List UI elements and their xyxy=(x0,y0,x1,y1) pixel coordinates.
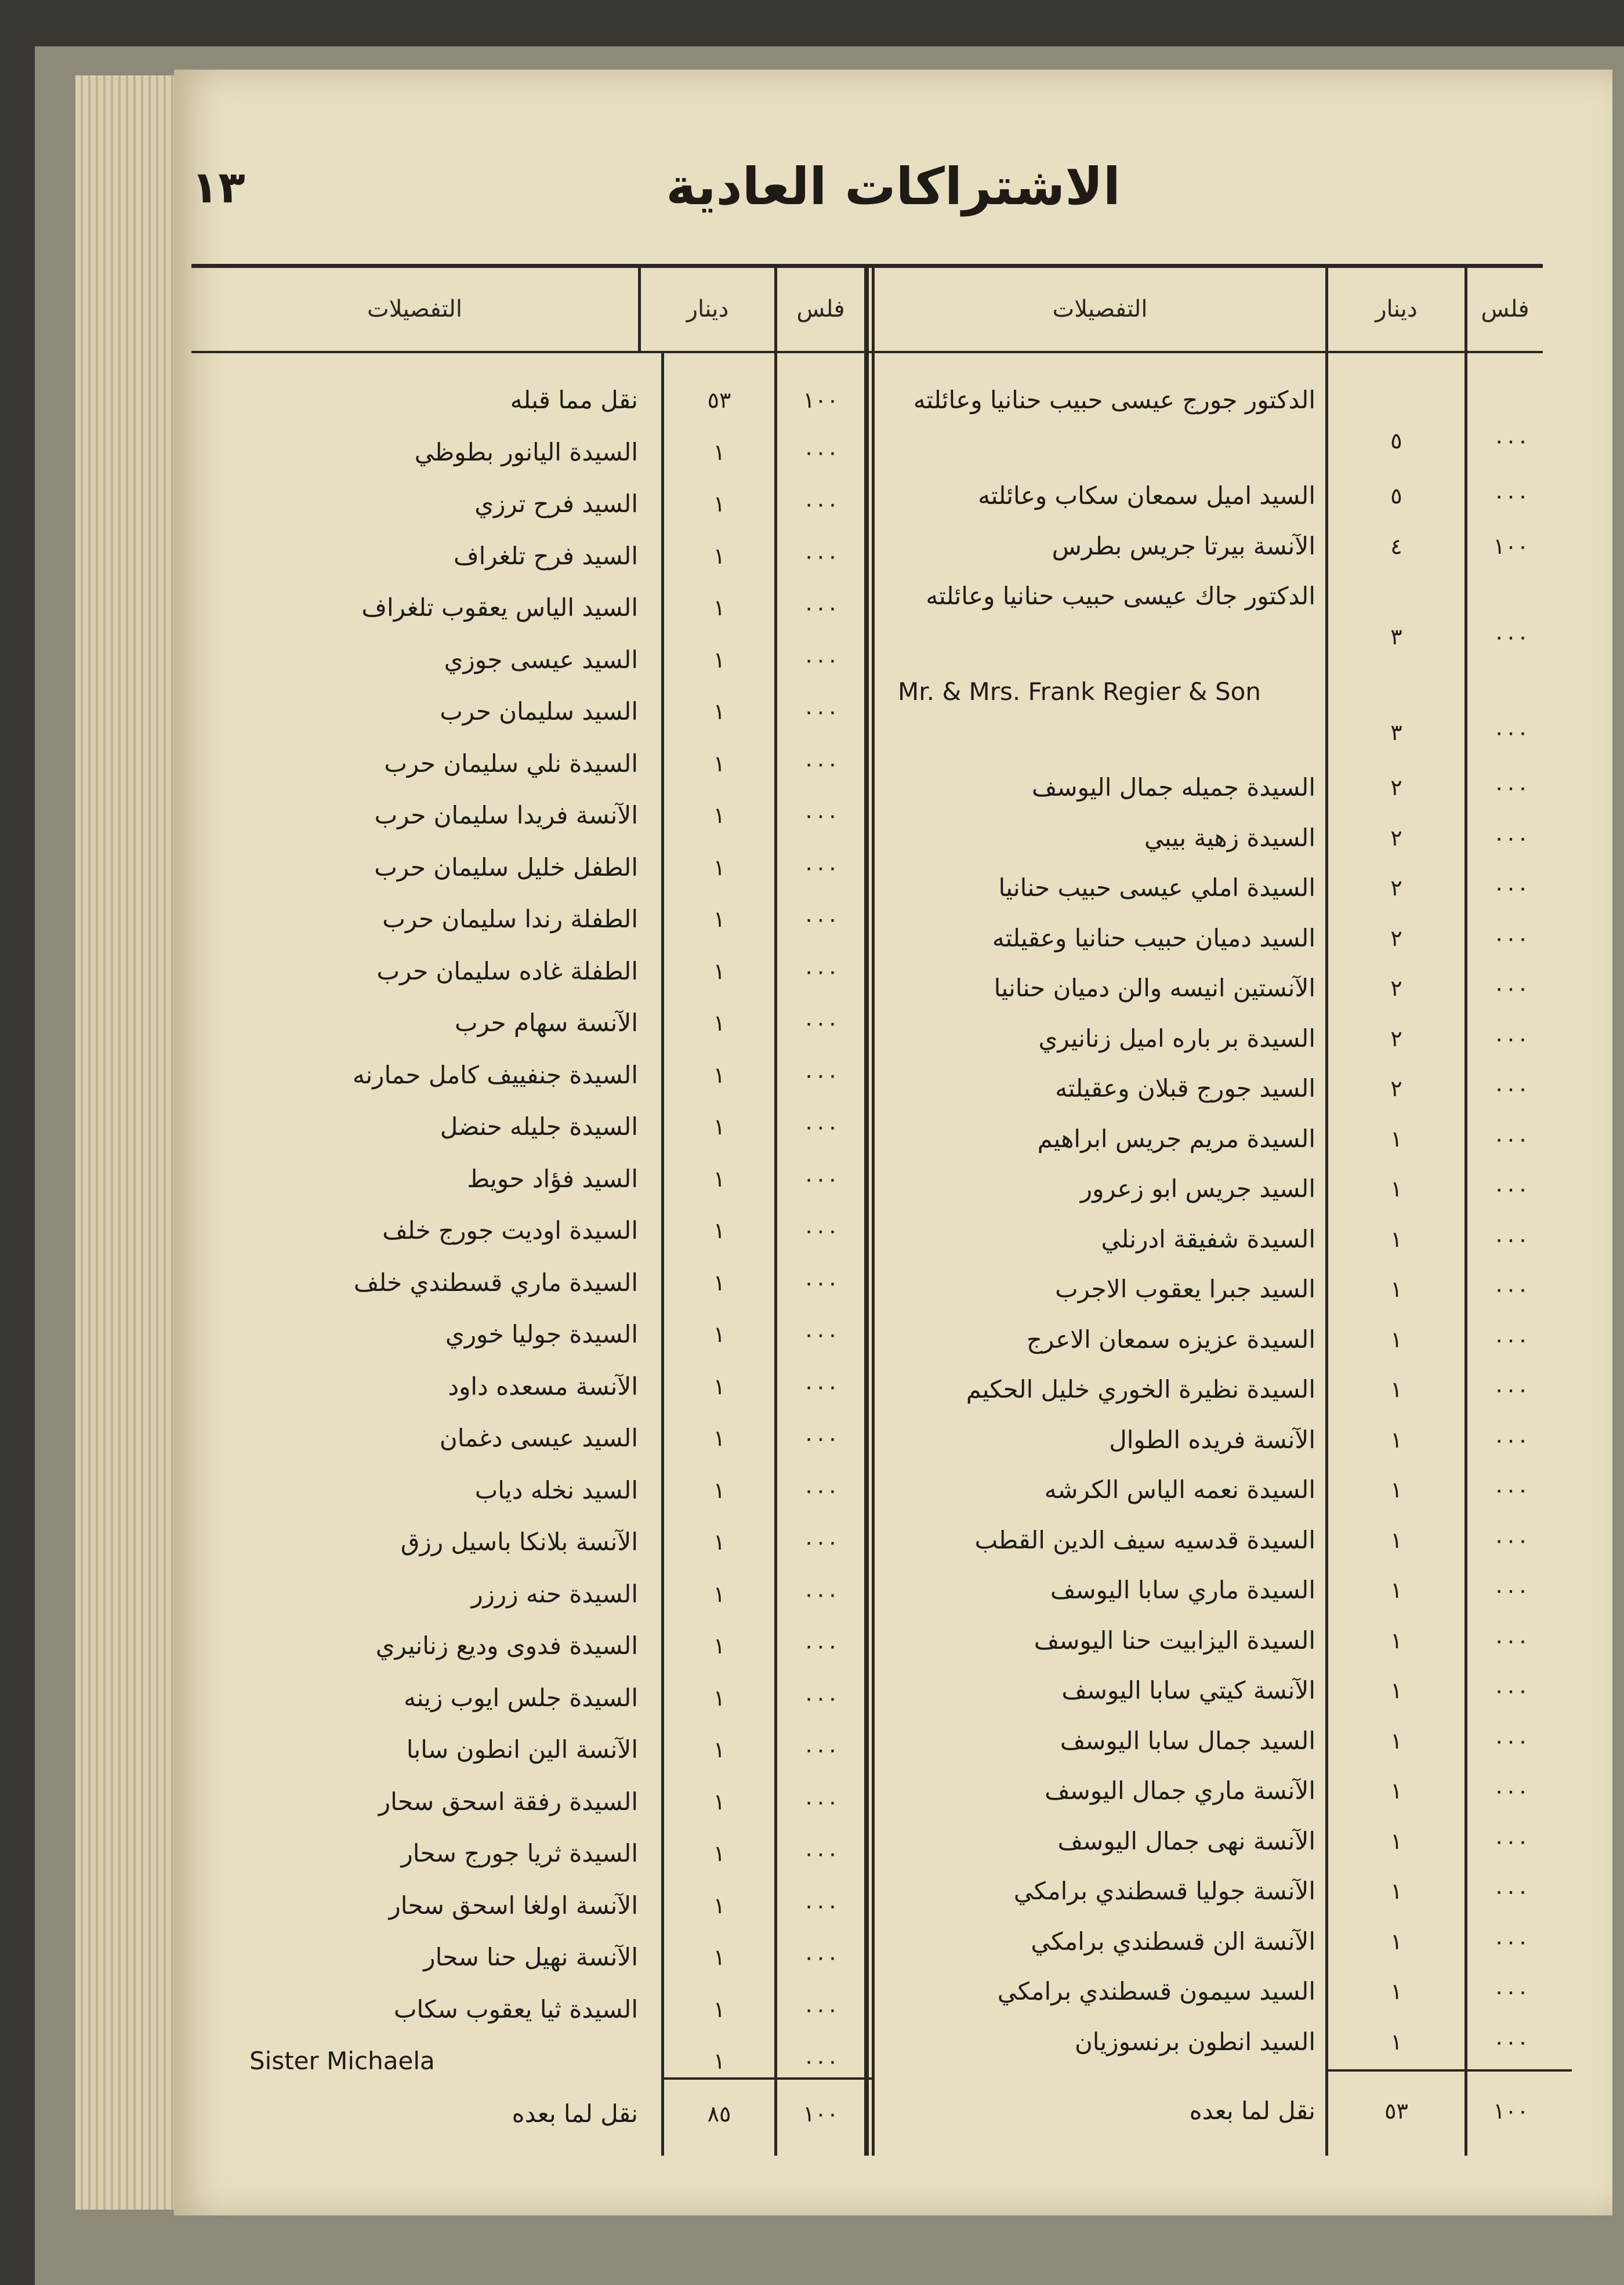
left-entry-dinar: ١ xyxy=(713,1166,726,1192)
right-entry-dinar: ٣ xyxy=(1390,624,1402,650)
left-entry-row xyxy=(232,1311,864,1358)
left-entry-name: الآنسة الين انطون سابا xyxy=(406,1735,638,1764)
left-entry-fils: ٠٠٠ xyxy=(803,1270,839,1296)
left-entry-row xyxy=(232,377,864,423)
left-entry-row xyxy=(232,1104,864,1150)
left-entry-row xyxy=(232,1000,864,1046)
left-entry-dinar: ١ xyxy=(713,595,726,621)
left-total-row xyxy=(232,2091,870,2137)
right-entry-fils: ٠٠٠ xyxy=(1493,1477,1529,1503)
left-entry-name: السيدة ثريا جورج سحار xyxy=(401,1839,638,1867)
right-header-fils: فلس xyxy=(1481,296,1529,322)
left-entry-row xyxy=(232,585,864,631)
left-entry-row xyxy=(232,533,864,579)
right-entry-dinar: ١ xyxy=(1390,1778,1402,1804)
left-entry-fils: ٠٠٠ xyxy=(803,1166,839,1192)
left-entry-fils: ٠٠٠ xyxy=(803,1322,839,1347)
right-entry-fils: ٠٠٠ xyxy=(1493,1778,1529,1804)
right-entry-dinar: ٥ xyxy=(1390,428,1402,454)
right-entry-row xyxy=(875,1065,1554,1112)
right-total-label: نقل لما بعده xyxy=(1189,2097,1315,2125)
left-entry-fils: ٠٠٠ xyxy=(803,1426,839,1451)
right-entry-fils: ٠٠٠ xyxy=(1493,1728,1529,1754)
left-entry-row xyxy=(232,2038,864,2084)
right-entry-row xyxy=(875,669,1554,756)
left-entry-name: الآنسة فريدا سليمان حرب xyxy=(374,801,638,829)
right-entry-row xyxy=(875,1667,1554,1714)
right-entry-name: السيد جريس ابو زعرور xyxy=(1080,1174,1315,1203)
left-entry-fils: ٠٠٠ xyxy=(803,1685,839,1711)
left-entry-fils: ٠٠٠ xyxy=(803,647,839,673)
right-entry-fils: ٠٠٠ xyxy=(1493,875,1529,901)
left-entry-dinar: ١ xyxy=(713,543,726,569)
left-entry-name: السيد سليمان حرب xyxy=(440,697,638,726)
left-entry-row xyxy=(232,1779,864,1825)
right-entry-dinar: ١ xyxy=(1390,1878,1402,1904)
left-entry-name: الطفلة رندا سليمان حرب xyxy=(382,905,638,933)
left-total-label: نقل لما بعده xyxy=(512,2099,638,2128)
left-entry-dinar: ١ xyxy=(713,491,726,517)
right-entry-name: السيدة نظيرة الخوري خليل الحكيم xyxy=(966,1375,1315,1403)
left-entry-row xyxy=(232,1934,864,1981)
right-entry-row xyxy=(875,1768,1554,1814)
right-entry-row xyxy=(875,1818,1554,1865)
right-entry-dinar: ١ xyxy=(1390,1527,1402,1553)
left-total-dinar: ٨٥ xyxy=(707,2101,731,2127)
left-entry-name: السيدة فدوى وديع زنانيري xyxy=(375,1631,638,1660)
left-entry-dinar: ٥٣ xyxy=(707,387,731,413)
left-entry-fils: ٠٠٠ xyxy=(803,595,839,621)
left-entry-dinar: ١ xyxy=(713,1426,726,1451)
left-entry-dinar: ١ xyxy=(713,1270,726,1296)
left-entry-dinar: ١ xyxy=(713,1062,726,1088)
left-header-dinar: دينار xyxy=(686,296,729,322)
left-total-fils: ١٠٠ xyxy=(803,2101,839,2127)
right-entry-name: الآنسة جوليا قسطندي برامكي xyxy=(1013,1877,1315,1905)
left-entry-dinar: ١ xyxy=(713,1218,726,1243)
right-entry-fils: ٠٠٠ xyxy=(1493,1678,1529,1703)
left-entry-dinar: ١ xyxy=(713,750,726,777)
left-entry-row xyxy=(232,1156,864,1202)
right-entry-name: السيدة قدسيه سيف الدين القطب xyxy=(974,1525,1315,1554)
left-entry-row xyxy=(232,896,864,942)
left-entry-dinar: ١ xyxy=(713,1010,726,1036)
right-entry-fils: ٠٠٠ xyxy=(1493,1828,1529,1854)
left-entry-name: السيد فرح ترزي xyxy=(474,489,638,518)
right-entry-name: السيد انطون برنسوزيان xyxy=(1074,2027,1315,2056)
left-entry-fils: ٠٠٠ xyxy=(803,1373,839,1399)
left-entry-name: السيدة رفقة اسحق سحار xyxy=(378,1787,638,1816)
right-total-row xyxy=(875,2088,1571,2134)
right-entry-row xyxy=(875,965,1554,1011)
right-entry-dinar: ٢ xyxy=(1390,975,1402,1001)
right-entry-dinar: ٢ xyxy=(1390,1025,1402,1051)
left-entry-name: السيدة اليانور بطوظي xyxy=(414,437,638,466)
right-entry-row xyxy=(875,1718,1554,1764)
right-entry-name: الآنستين انيسه والن دميان حنانيا xyxy=(994,974,1315,1002)
right-entry-fils: ٠٠٠ xyxy=(1493,1527,1529,1553)
right-entry-row xyxy=(875,915,1554,962)
right-entry-row xyxy=(875,2019,1554,2065)
right-entry-dinar: ١ xyxy=(1390,1627,1402,1653)
right-entry-fils: ٠٠٠ xyxy=(1493,624,1529,650)
page-title: الاشتراكات العادية xyxy=(666,157,1121,216)
right-entry-row xyxy=(875,1266,1554,1312)
left-entry-row xyxy=(232,429,864,476)
left-entry-row xyxy=(232,792,864,839)
left-entry-row xyxy=(232,1207,864,1254)
right-entry-row xyxy=(875,1868,1554,1914)
right-total-fils: ١٠٠ xyxy=(1493,2098,1529,2124)
right-entry-dinar: ٢ xyxy=(1390,875,1402,901)
right-entry-dinar: ١ xyxy=(1390,1276,1402,1302)
right-entry-fils: ٠٠٠ xyxy=(1493,1928,1529,1954)
left-entry-name: الطفل خليل سليمان حرب xyxy=(374,853,638,882)
left-entry-row xyxy=(232,637,864,683)
right-entry-fils: ٠٠٠ xyxy=(1493,825,1529,851)
right-entry-dinar: ٥ xyxy=(1390,483,1402,509)
right-entry-fils: ٠٠٠ xyxy=(1493,775,1529,800)
left-entry-dinar: ١ xyxy=(713,854,726,880)
left-entry-name: الطفلة غاده سليمان حرب xyxy=(376,956,638,985)
right-entry-name: السيدة جميله جمال اليوسف xyxy=(1031,773,1315,801)
right-total-rule xyxy=(1328,2069,1572,2072)
right-entry-fils: ٠٠٠ xyxy=(1493,1427,1529,1453)
right-entry-name: السيدة شفيقة ادرنلي xyxy=(1101,1224,1315,1253)
left-entry-dinar: ١ xyxy=(713,1892,726,1918)
left-entry-fils: ٠٠٠ xyxy=(803,1477,839,1503)
right-entry-fils: ٠٠٠ xyxy=(1493,1377,1529,1402)
right-entry-name: الآنسة كيتي سابا اليوسف xyxy=(1061,1676,1315,1704)
right-entry-fils: ٠٠٠ xyxy=(1493,1979,1529,2004)
left-entry-fils: ٠٠٠ xyxy=(803,803,839,828)
right-entry-dinar: ١ xyxy=(1390,1126,1402,1152)
right-entry-fils: ٠٠٠ xyxy=(1493,1577,1529,1603)
left-entry-row xyxy=(232,1519,864,1565)
left-entry-fils: ٠٠٠ xyxy=(803,1789,839,1815)
right-entry-dinar: ١ xyxy=(1390,1427,1402,1453)
left-entry-name: السيدة جوليا خوري xyxy=(445,1320,638,1348)
left-entry-fils: ٠٠٠ xyxy=(803,543,839,569)
left-entry-name: الآنسة نهيل حنا سحار xyxy=(423,1943,638,1971)
right-entry-row xyxy=(875,1015,1554,1062)
right-entry-fils: ٠٠٠ xyxy=(1493,483,1529,509)
right-entry-name: السيدة عزيزه سمعان الاعرج xyxy=(1026,1325,1315,1354)
left-entry-name: الآنسة اولغا اسحق سحار xyxy=(389,1891,638,1920)
left-entry-name: Sister Michaela xyxy=(249,2047,435,2075)
left-header-details: التفصيلات xyxy=(367,296,462,322)
left-entry-row xyxy=(232,1052,864,1098)
left-entry-dinar: ١ xyxy=(713,1477,726,1503)
right-entry-name: الآنسة نهى جمال اليوسف xyxy=(1057,1826,1315,1855)
right-entry-row xyxy=(875,523,1554,570)
right-entry-dinar: ٢ xyxy=(1390,775,1402,800)
left-header-fils: فلس xyxy=(796,296,845,322)
right-entry-dinar: ١ xyxy=(1390,1728,1402,1754)
left-entry-fils: ٠٠٠ xyxy=(803,1529,839,1555)
right-total-dinar: ٥٣ xyxy=(1384,2098,1408,2124)
right-entry-fils: ٠٠٠ xyxy=(1493,1226,1529,1252)
left-entry-dinar: ١ xyxy=(713,699,726,724)
left-entry-fils: ٠٠٠ xyxy=(803,491,839,517)
left-entry-fils: ٠٠٠ xyxy=(803,958,839,984)
right-entry-dinar: ١ xyxy=(1390,1477,1402,1503)
right-entry-row xyxy=(875,1216,1554,1263)
left-entry-name: السيدة حنه زرزر xyxy=(471,1579,638,1608)
right-entry-row xyxy=(875,1467,1554,1513)
right-entry-dinar: ١ xyxy=(1390,1577,1402,1603)
page-edges xyxy=(75,75,180,2210)
right-entry-name: السيدة ماري سابا اليوسف xyxy=(1050,1576,1315,1604)
right-entry-row xyxy=(875,1567,1554,1613)
left-entry-dinar: ١ xyxy=(713,958,726,984)
right-entry-name: السيدة اليزابيت حنا اليوسف xyxy=(1034,1626,1315,1655)
center-double-divider-a xyxy=(866,268,869,2156)
right-entry-row xyxy=(875,815,1554,861)
left-entry-dinar: ١ xyxy=(713,1373,726,1399)
right-entry-fils: ٠٠٠ xyxy=(1493,720,1529,745)
right-entry-fils: ٠٠٠ xyxy=(1493,1276,1529,1302)
right-entry-row xyxy=(875,1116,1554,1162)
left-entry-dinar: ١ xyxy=(713,1789,726,1815)
right-entry-name: الآنسة ماري جمال اليوسف xyxy=(1045,1776,1315,1805)
right-entry-name: الآنسة الن قسطندي برامكي xyxy=(1031,1927,1315,1956)
right-entry-row xyxy=(875,377,1554,464)
left-entry-fils: ٠٠٠ xyxy=(803,439,839,465)
right-entry-name: Mr. & Mrs. Frank Regier & Son xyxy=(898,677,1261,706)
left-entry-name: السيدة جليله حنضل xyxy=(440,1112,638,1141)
right-entry-dinar: ١ xyxy=(1390,1678,1402,1703)
left-entry-row xyxy=(232,741,864,787)
right-entry-name: السيدة نعمه الياس الكرشه xyxy=(1044,1475,1315,1504)
left-entry-fils: ٠٠٠ xyxy=(803,2048,839,2074)
right-entry-name: السيدة املي عيسى حبيب حنانيا xyxy=(998,873,1315,902)
left-entry-name: السيد الياس يعقوب تلغراف xyxy=(361,593,638,622)
right-entry-dinar: ١ xyxy=(1390,1176,1402,1202)
left-entry-fils: ٠٠٠ xyxy=(803,699,839,724)
left-entry-name: السيدة اوديت جورج خلف xyxy=(382,1216,638,1245)
right-entry-name: الآنسة فريده الطوال xyxy=(1109,1425,1315,1454)
left-entry-fils: ٠٠٠ xyxy=(803,1581,839,1607)
left-entry-row xyxy=(232,948,864,995)
right-entry-fils: ٠٠٠ xyxy=(1493,925,1529,951)
right-entry-dinar: ١ xyxy=(1390,1226,1402,1252)
page-number: ١٣ xyxy=(191,161,245,213)
left-entry-name: الآنسة سهام حرب xyxy=(454,1009,638,1037)
right-entry-row xyxy=(875,1517,1554,1564)
right-entry-fils: ٠٠٠ xyxy=(1493,428,1529,454)
right-entry-dinar: ١ xyxy=(1390,1979,1402,2004)
left-entry-dinar: ١ xyxy=(713,1685,726,1711)
left-entry-row xyxy=(232,1260,864,1306)
left-entry-dinar: ١ xyxy=(713,1996,726,2022)
right-entry-name: السيد اميل سمعان سكاب وعائلته xyxy=(978,481,1315,510)
left-entry-name: السيد فؤاد حويط xyxy=(467,1164,638,1193)
right-entry-row xyxy=(875,473,1554,519)
right-entry-row xyxy=(875,1918,1554,1965)
right-entry-fils: ٠٠٠ xyxy=(1493,1627,1529,1653)
left-entry-row xyxy=(232,1883,864,1929)
right-entry-fils: ٠٠٠ xyxy=(1493,1126,1529,1152)
left-entry-fils: ٠٠٠ xyxy=(803,1062,839,1088)
right-entry-fils: ٠٠٠ xyxy=(1493,1326,1529,1352)
right-entry-fils: ٠٠٠ xyxy=(1493,1025,1529,1051)
left-entry-dinar: ١ xyxy=(713,439,726,465)
right-entry-fils: ٠٠٠ xyxy=(1493,975,1529,1001)
left-entry-row xyxy=(232,1571,864,1617)
right-entry-name: الآنسة بيرتا جريس بطرس xyxy=(1052,531,1315,560)
right-entry-name: السيد دميان حبيب حنانيا وعقيلته xyxy=(992,923,1315,952)
left-entry-dinar: ١ xyxy=(713,1114,726,1140)
right-entry-dinar: ١ xyxy=(1390,2029,1402,2055)
right-entry-row xyxy=(875,1417,1554,1463)
left-entry-dinar: ١ xyxy=(713,1633,726,1659)
right-entry-name: السيد سيمون قسطندي برامكي xyxy=(997,1977,1315,2005)
left-entry-fils: ٠٠٠ xyxy=(803,854,839,880)
left-entry-row xyxy=(232,1415,864,1461)
right-header-details: التفصيلات xyxy=(1052,296,1148,322)
left-entry-name: السيدة ماري قسطندي خلف xyxy=(353,1268,638,1297)
left-entry-name: الآنسة مسعده داود xyxy=(448,1372,638,1401)
left-entry-fils: ٠٠٠ xyxy=(803,750,839,777)
right-entry-dinar: ٢ xyxy=(1390,925,1402,951)
right-entry-dinar: ١ xyxy=(1390,1928,1402,1954)
right-entry-row xyxy=(875,573,1554,660)
left-entry-fils: ٠٠٠ xyxy=(803,1945,839,1970)
right-entry-dinar: ٢ xyxy=(1390,1076,1402,1101)
left-entry-name: السيد عيسى دغمان xyxy=(439,1424,638,1452)
left-entry-dinar: ١ xyxy=(713,2048,726,2074)
right-entry-dinar: ٣ xyxy=(1390,720,1402,745)
left-entry-fils: ٠٠٠ xyxy=(803,1218,839,1243)
left-entry-dinar: ١ xyxy=(713,803,726,828)
right-entry-fils: ٠٠٠ xyxy=(1493,1076,1529,1101)
left-entry-dinar: ١ xyxy=(713,1529,726,1555)
right-entry-dinar: ١ xyxy=(1390,1828,1402,1854)
right-header-dinar: دينار xyxy=(1375,296,1418,322)
header-rule-top xyxy=(191,264,1543,268)
left-entry-fils: ١٠٠ xyxy=(803,387,839,413)
right-entry-dinar: ٢ xyxy=(1390,825,1402,851)
left-entry-fils: ٠٠٠ xyxy=(803,1996,839,2022)
left-entry-name: السيدة جلس ايوب زينه xyxy=(404,1683,638,1712)
right-entry-fils: ٠٠٠ xyxy=(1493,1176,1529,1202)
right-entry-row xyxy=(875,1316,1554,1363)
left-entry-row xyxy=(232,1727,864,1773)
left-entry-row xyxy=(232,1986,864,2033)
left-entry-name: السيدة ثيا يعقوب سكاب xyxy=(393,1994,638,2023)
right-entry-row xyxy=(875,1968,1554,2015)
left-entry-row xyxy=(232,688,864,735)
left-entry-fils: ٠٠٠ xyxy=(803,1010,839,1036)
left-entry-row xyxy=(232,1830,864,1877)
left-entry-dinar: ١ xyxy=(713,1945,726,1970)
left-entry-name: السيد نخله دياب xyxy=(474,1475,638,1504)
left-entry-fils: ٠٠٠ xyxy=(803,906,839,932)
right-entry-name: السيد جورج قبلان وعقيلته xyxy=(1055,1074,1315,1102)
right-entry-fils: ٠٠٠ xyxy=(1493,2029,1529,2055)
left-entry-row xyxy=(232,1675,864,1721)
left-entry-dinar: ١ xyxy=(713,647,726,673)
left-entry-name: الآنسة بلانكا باسيل رزق xyxy=(400,1528,638,1556)
right-entry-dinar: ٤ xyxy=(1390,533,1402,559)
right-entry-name: السيدة زهية بيبي xyxy=(1144,823,1315,852)
right-entry-row xyxy=(875,1366,1554,1413)
left-entry-fils: ٠٠٠ xyxy=(803,1841,839,1866)
left-entry-name: السيد عيسى جوزي xyxy=(444,645,638,674)
right-entry-row xyxy=(875,1617,1554,1664)
left-entry-row xyxy=(232,481,864,527)
left-entry-dinar: ١ xyxy=(713,1581,726,1607)
left-entry-name: نقل مما قبله xyxy=(510,386,638,414)
right-entry-name: السيدة بر باره اميل زنانيري xyxy=(1038,1024,1315,1053)
left-entry-dinar: ١ xyxy=(713,1841,726,1866)
left-entry-dinar: ١ xyxy=(713,1322,726,1347)
left-entry-fils: ٠٠٠ xyxy=(803,1114,839,1140)
left-entry-row xyxy=(232,1467,864,1514)
left-entry-fils: ٠٠٠ xyxy=(803,1737,839,1762)
right-entry-dinar: ١ xyxy=(1390,1326,1402,1352)
right-entry-row xyxy=(875,865,1554,911)
left-entry-fils: ٠٠٠ xyxy=(803,1633,839,1659)
left-entry-fils: ٠٠٠ xyxy=(803,1892,839,1918)
right-entry-fils: ٠٠٠ xyxy=(1493,1878,1529,1904)
left-entry-row xyxy=(232,1363,864,1410)
left-entry-name: السيدة نلي سليمان حرب xyxy=(384,749,638,778)
left-entry-dinar: ١ xyxy=(713,906,726,932)
right-entry-name: الدكتور جاك عيسى حبيب حنانيا وعائلته xyxy=(926,582,1315,610)
right-entry-fils: ١٠٠ xyxy=(1493,533,1529,559)
left-entry-row xyxy=(232,1623,864,1669)
left-entry-dinar: ١ xyxy=(713,1737,726,1762)
right-entry-name: السيد جبرا يعقوب الاجرب xyxy=(1055,1275,1315,1303)
right-entry-name: السيد جمال سابا اليوسف xyxy=(1060,1726,1315,1755)
left-entry-name: السيدة جنفييف كامل حمارنه xyxy=(352,1060,638,1089)
left-entry-name: السيد فرح تلغراف xyxy=(454,541,638,570)
right-entry-dinar: ١ xyxy=(1390,1377,1402,1402)
right-entry-name: السيدة مريم جريس ابراهيم xyxy=(1037,1124,1315,1153)
right-entry-row xyxy=(875,764,1554,811)
right-entry-name: الدكتور جورج عيسى حبيب حنانيا وعائلته xyxy=(913,386,1315,414)
right-entry-row xyxy=(875,1166,1554,1212)
left-entry-row xyxy=(232,844,864,891)
